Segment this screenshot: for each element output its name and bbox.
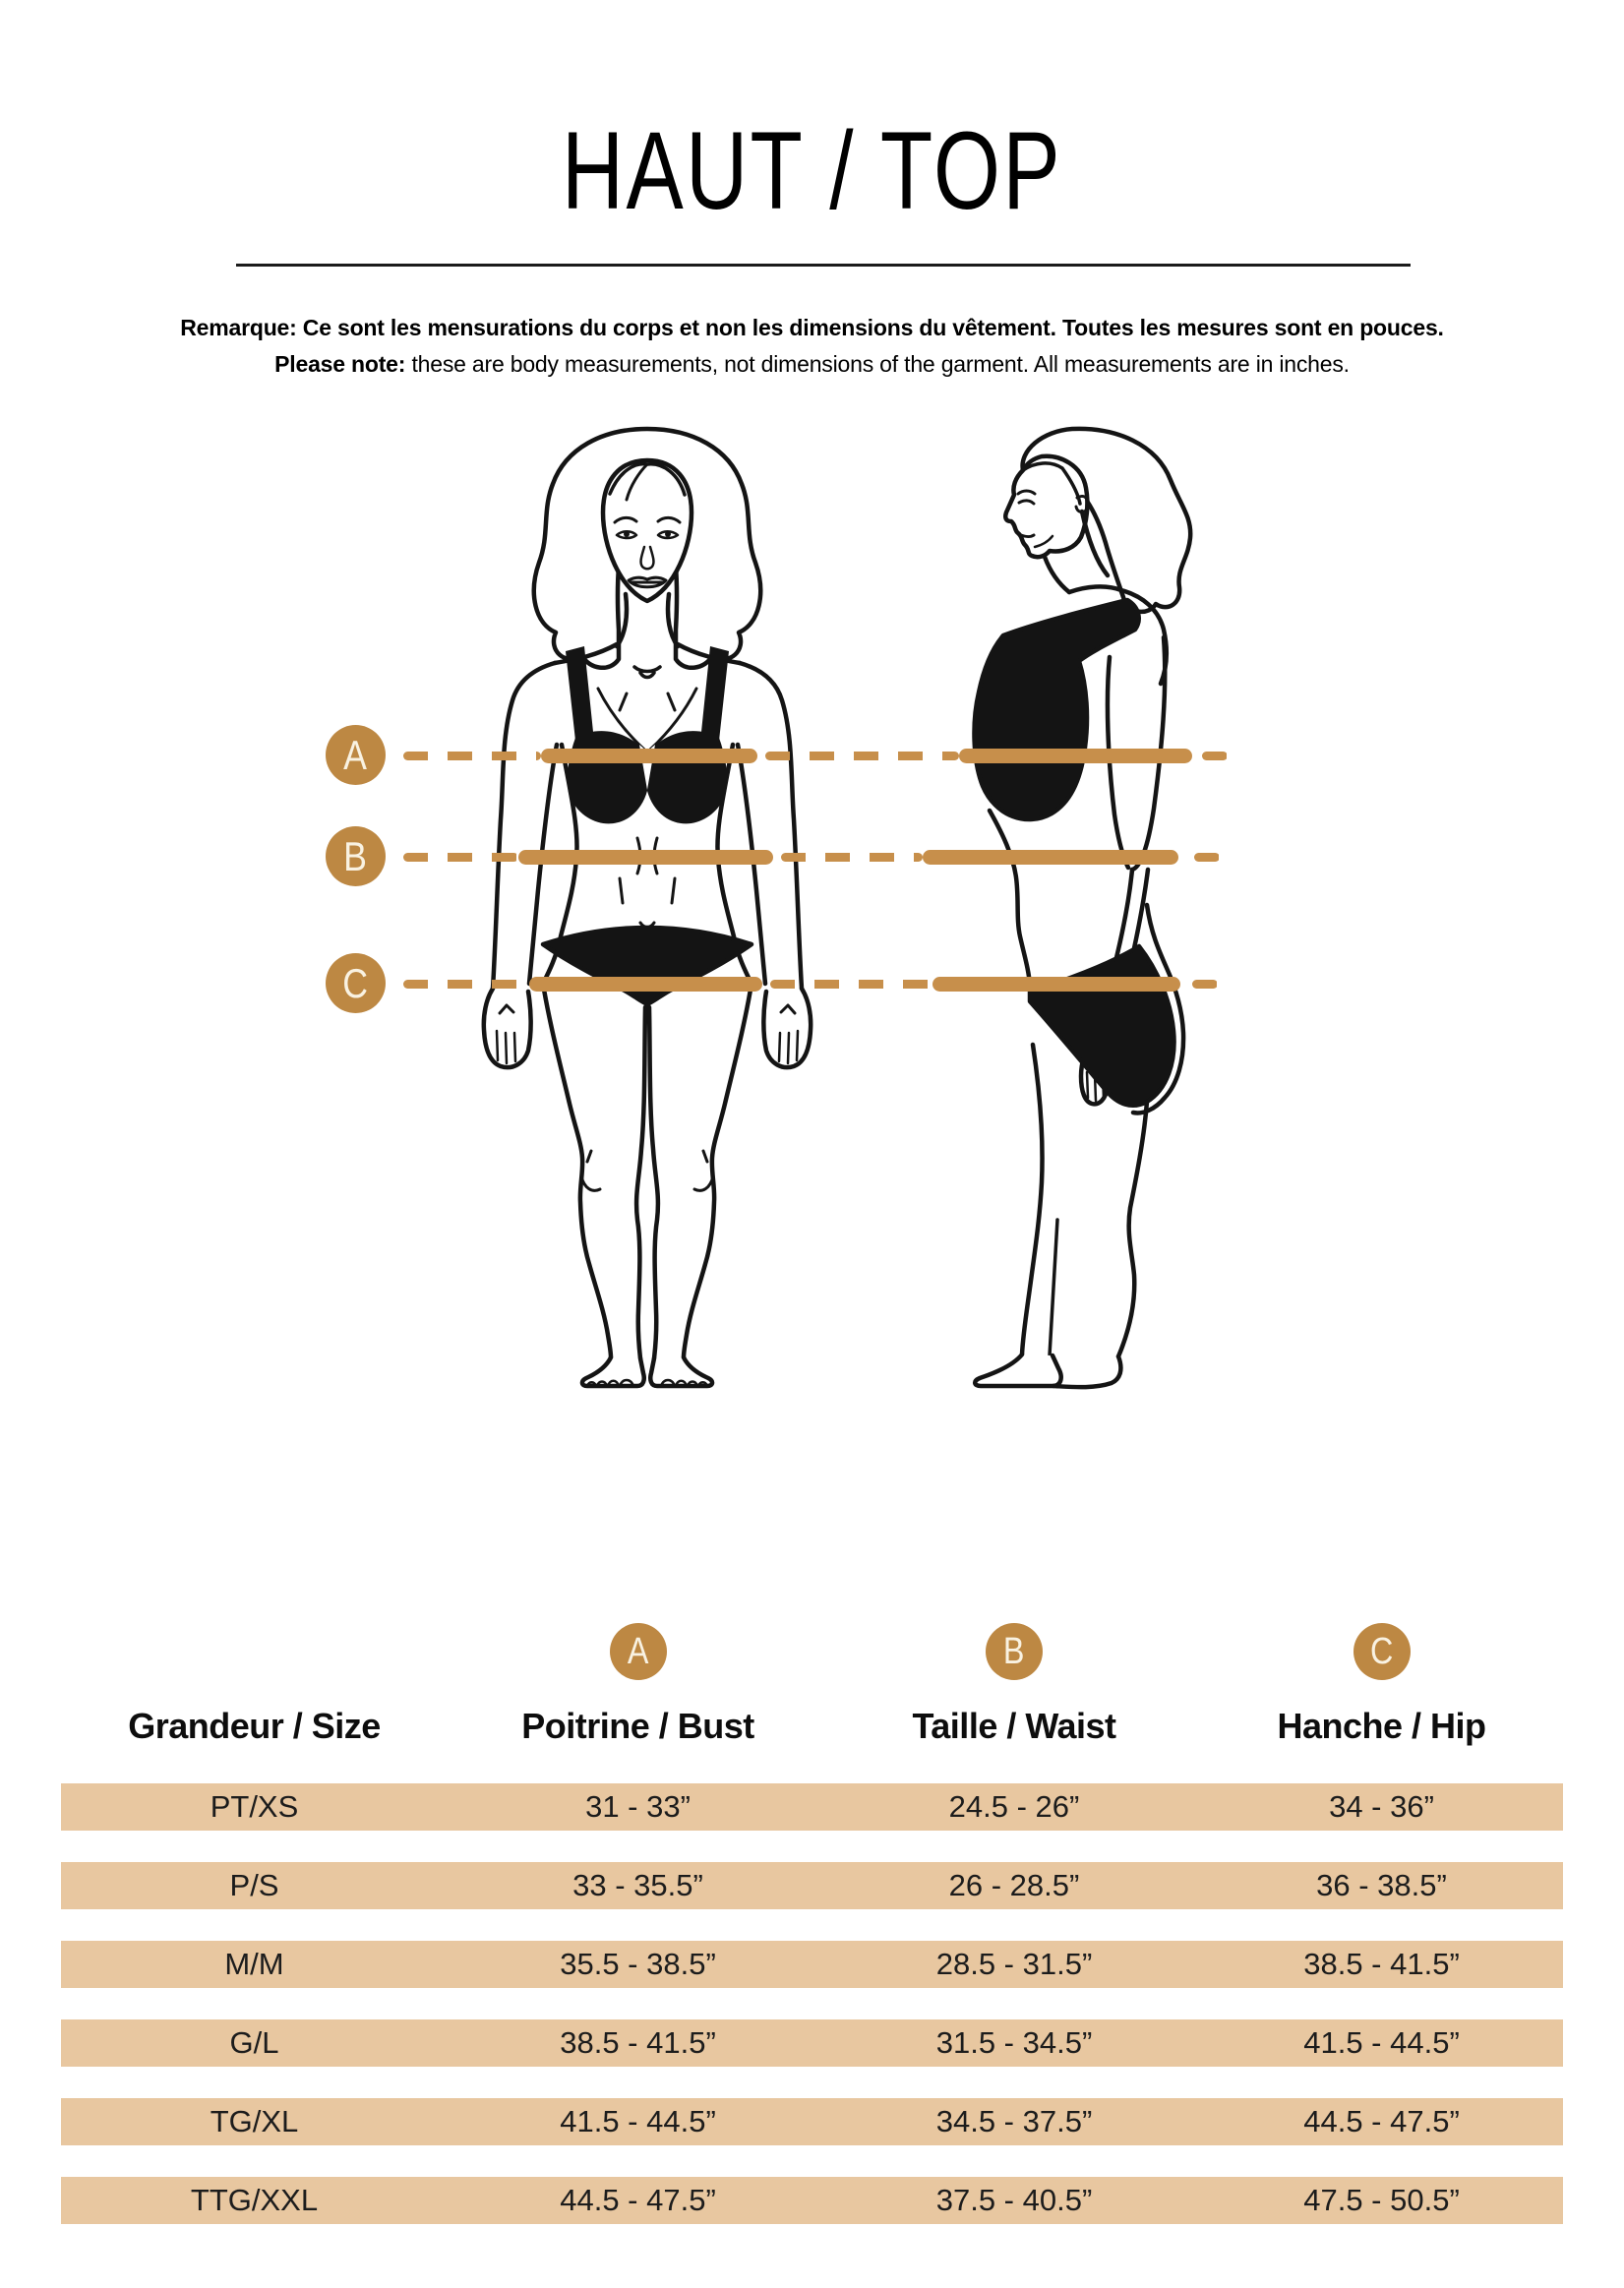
cell-size: P/S [229, 1868, 279, 1902]
hip-bar-front [529, 977, 762, 992]
table-row [61, 1783, 1563, 1831]
cell-waist: 26 - 28.5” [948, 1868, 1080, 1902]
marker-b-letter: B [343, 832, 368, 879]
bust-dash-right [1202, 752, 1228, 760]
table-marker-a-circle [610, 1623, 667, 1680]
cell-size: TTG/XXL [190, 2183, 319, 2217]
cell-size: G/L [229, 2025, 279, 2060]
table-row [61, 2098, 1563, 2145]
marker-cell-hip [1200, 1621, 1563, 1682]
marker-cell-empty [61, 1621, 448, 1682]
cell-hip: 38.5 - 41.5” [1303, 1947, 1460, 1981]
cell-hip: 34 - 36” [1329, 1789, 1434, 1824]
waist-dash-right [1194, 853, 1220, 862]
note-french: Remarque: Ce sont les mensurations du corps et non les dimensions du vêtement. Toutes les mesures sont en pouces. [180, 315, 1444, 340]
bust-dash-middle [765, 752, 959, 760]
cell-bust: 41.5 - 44.5” [560, 2104, 716, 2138]
table-header-row [61, 1702, 1563, 1751]
cell-bust: 31 - 33” [585, 1789, 691, 1824]
cell-waist: 24.5 - 26” [948, 1789, 1080, 1824]
waist-dash-left [403, 853, 518, 862]
column-header-hip: Hanche / Hip [1277, 1706, 1486, 1746]
note-english-rest: these are body measurements, not dimensions of the garment. All measurements are in inches. [405, 351, 1350, 377]
waist-dash-middle [781, 853, 923, 862]
cell-hip: 47.5 - 50.5” [1303, 2183, 1460, 2217]
cell-waist: 31.5 - 34.5” [935, 2025, 1093, 2060]
table-row [61, 1941, 1563, 1988]
cell-hip: 44.5 - 47.5” [1303, 2104, 1460, 2138]
table-marker-b-circle [986, 1623, 1043, 1680]
table-row [61, 2019, 1563, 2067]
note-english-lead: Please note: [274, 351, 406, 377]
bust-dash-left [403, 752, 541, 760]
front-figure-illustration [484, 429, 811, 1386]
cell-hip: 41.5 - 44.5” [1303, 2025, 1460, 2060]
table-marker-a-letter: A [627, 1630, 649, 1672]
marker-c-letter: C [342, 959, 369, 1006]
cell-size: TG/XL [210, 2104, 299, 2138]
cell-bust: 38.5 - 41.5” [560, 2025, 716, 2060]
side-figure-illustration [974, 429, 1190, 1387]
cell-bust: 44.5 - 47.5” [560, 2183, 716, 2217]
cell-size: PT/XS [210, 1789, 299, 1824]
column-header-bust: Poitrine / Bust [521, 1706, 754, 1746]
hip-dash-right [1192, 980, 1218, 989]
waist-bar-front [518, 850, 773, 865]
marker-b-circle [326, 826, 386, 886]
cell-waist: 37.5 - 40.5” [935, 2183, 1093, 2217]
column-header-size: Grandeur / Size [128, 1706, 381, 1746]
table-marker-c-circle [1353, 1623, 1411, 1680]
marker-a-letter: A [343, 731, 368, 778]
table-marker-c-letter: C [1369, 1630, 1394, 1672]
table-row [61, 1862, 1563, 1909]
page-title: HAUT / TOP [562, 109, 1062, 232]
cell-waist: 28.5 - 31.5” [935, 1947, 1093, 1981]
cell-waist: 34.5 - 37.5” [935, 2104, 1093, 2138]
marker-a-circle [326, 725, 386, 785]
hip-bar-side [932, 977, 1180, 992]
marker-cell-bust [448, 1621, 828, 1682]
hip-dash-middle [770, 980, 932, 989]
waist-bar-side [923, 850, 1178, 865]
bust-bar-front [541, 749, 757, 763]
hip-dash-left [403, 980, 529, 989]
cell-hip: 36 - 38.5” [1316, 1868, 1447, 1902]
table-row [61, 2177, 1563, 2224]
cell-bust: 33 - 35.5” [572, 1868, 703, 1902]
bust-bar-side [959, 749, 1192, 763]
table-marker-b-letter: B [1003, 1630, 1025, 1672]
marker-cell-waist [828, 1621, 1200, 1682]
cell-size: M/M [224, 1947, 284, 1981]
marker-c-circle [326, 953, 386, 1013]
column-header-waist: Taille / Waist [912, 1706, 1116, 1746]
cell-bust: 35.5 - 38.5” [560, 1947, 716, 1981]
table-marker-row [61, 1621, 1563, 1682]
